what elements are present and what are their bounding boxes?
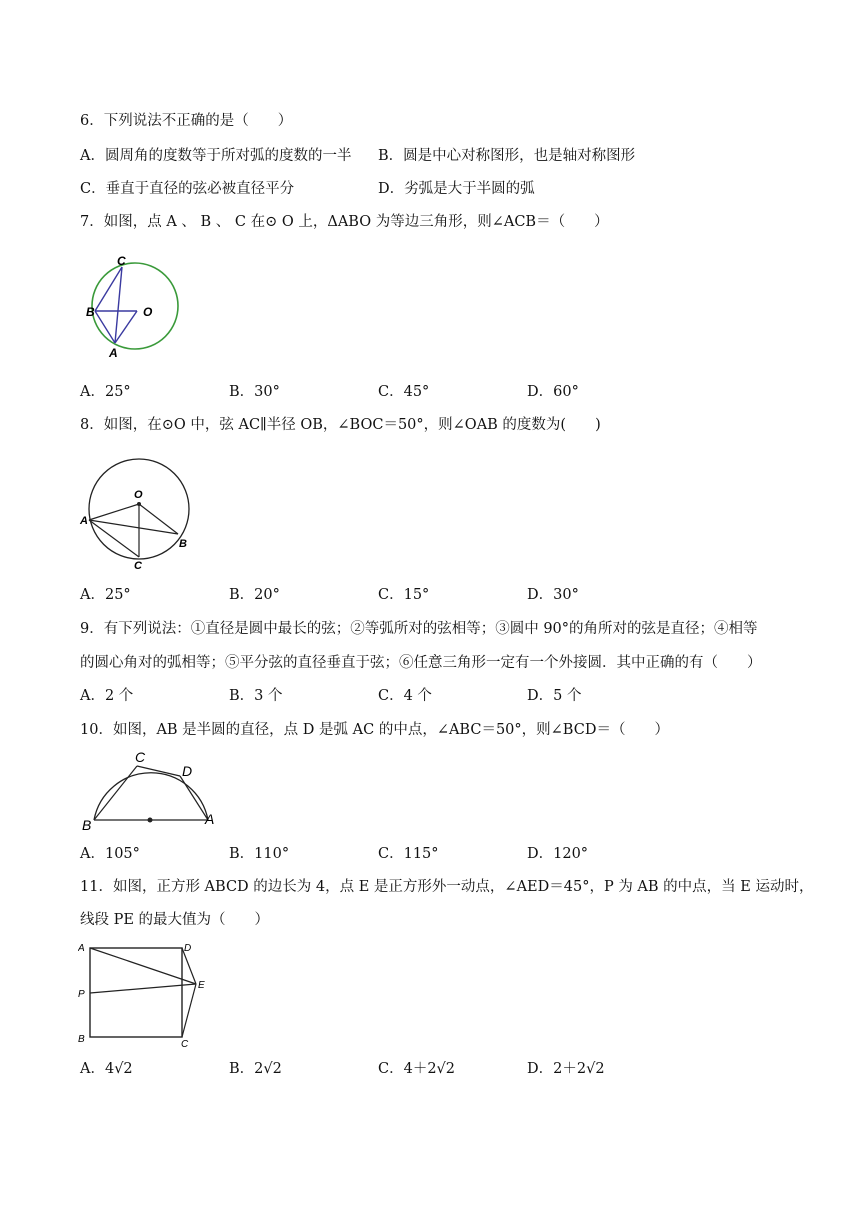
q8-center-dot — [137, 502, 141, 506]
q6-option-b[interactable]: B．圆是中心对称图形，也是轴对称图形 — [378, 148, 636, 164]
q11-option-d[interactable]: D．2＋2√2 — [527, 1061, 605, 1077]
q7-line-oa — [115, 311, 137, 343]
q6-option-a[interactable]: A．圆周角的度数等于所对弧的度数的一半 — [80, 148, 352, 164]
q6-option-c[interactable]: C．垂直于直径的弦必被直径平分 — [80, 181, 295, 197]
q10-label-a: A — [205, 811, 215, 827]
q9-option-a[interactable]: A．2 个 — [80, 688, 134, 704]
q11-square — [90, 948, 182, 1037]
q7-label-b: B — [86, 305, 95, 319]
q7-label-c: C — [117, 254, 126, 268]
q8-option-d[interactable]: D．30° — [527, 587, 579, 603]
q11-option-c[interactable]: C．4＋2√2 — [378, 1061, 456, 1077]
q7-line-ca — [115, 267, 122, 343]
q10-label-d: D — [182, 763, 193, 779]
q11-label-e: E — [198, 980, 205, 991]
q11-label-p: P — [78, 989, 85, 1000]
q10-center-dot — [148, 818, 153, 823]
q10-line-da — [180, 776, 208, 820]
q10-option-b[interactable]: B．110° — [229, 846, 290, 862]
q6-option-d[interactable]: D．劣弧是大于半圆的弧 — [378, 181, 535, 197]
q8-label-a: A — [80, 515, 88, 527]
q9-option-b[interactable]: B．3 个 — [229, 688, 283, 704]
q7-option-b[interactable]: B．30° — [229, 384, 280, 400]
q11-stem-line2: 线段 PE 的最大值为（ ） — [80, 912, 270, 928]
q11-line-pe — [90, 984, 196, 993]
q11-label-c: C — [181, 1039, 189, 1050]
q11-figure — [78, 938, 213, 1050]
q8-option-b[interactable]: B．20° — [229, 587, 280, 603]
q7-option-c[interactable]: C．45° — [378, 384, 430, 400]
q8-option-a[interactable]: A．25° — [80, 587, 131, 603]
q7-figure — [82, 250, 197, 362]
q11-option-b[interactable]: B．2√2 — [229, 1061, 282, 1077]
q8-label-o: O — [134, 489, 143, 501]
q8-label-c: C — [134, 560, 142, 572]
q7-circle — [92, 263, 178, 349]
q7-option-d[interactable]: D．60° — [527, 384, 579, 400]
q8-line-ao — [89, 504, 139, 520]
q10-option-d[interactable]: D．120° — [527, 846, 589, 862]
q10-figure — [80, 748, 220, 834]
q7-stem: 7．如图，点 A 、 B 、 C 在⊙ O 上，ΔABO 为等边三角形，则∠ACB＝（ ） — [80, 214, 609, 230]
q8-line-ac — [89, 520, 139, 557]
q11-option-a[interactable]: A．4√2 — [80, 1061, 133, 1077]
q7-label-a: A — [109, 346, 118, 360]
q11-label-a: A — [78, 943, 85, 954]
q11-line-ae — [90, 948, 196, 984]
q10-option-c[interactable]: C．115° — [378, 846, 439, 862]
q10-semicircle — [94, 773, 208, 820]
q10-label-b: B — [82, 817, 92, 833]
q9-option-c[interactable]: C．4 个 — [378, 688, 432, 704]
q10-label-c: C — [135, 749, 146, 765]
q11-label-b: B — [78, 1034, 85, 1045]
q8-line-ab — [89, 520, 178, 534]
q7-label-o: O — [143, 305, 153, 319]
q9-stem-line2: 的圆心角对的弧相等；⑤平分弦的直径垂直于弦；⑥任意三角形一定有一个外接圆．其中正确的有（ ） — [80, 655, 762, 671]
q7-option-a[interactable]: A．25° — [80, 384, 131, 400]
q9-option-d[interactable]: D．5 个 — [527, 688, 582, 704]
q11-line-ce — [182, 984, 196, 1037]
q11-stem-line1: 11．如图，正方形 ABCD 的边长为 4，点 E 是正方形外一动点，∠AED＝45°，P 为 AB 的中点，当 E 运动时， — [80, 879, 814, 895]
q6-stem: 6．下列说法不正确的是（ ） — [80, 113, 293, 129]
q9-stem-line1: 9．有下列说法：①直径是圆中最长的弦；②等弧所对的弦相等；③圆中 90°的角所对的弦是直径；④相等 — [80, 621, 758, 637]
q8-stem: 8．如图，在⊙O 中，弦 AC∥半径 OB，∠BOC＝50°，则∠OAB 的度数为( ) — [80, 417, 601, 433]
q8-label-b: B — [179, 538, 187, 550]
q11-label-d: D — [184, 943, 192, 954]
q8-option-c[interactable]: C．15° — [378, 587, 430, 603]
q10-line-cd — [137, 766, 180, 776]
q8-figure — [78, 452, 198, 572]
q10-option-a[interactable]: A．105° — [80, 846, 140, 862]
q10-line-bc — [94, 766, 137, 820]
q8-line-ob — [139, 504, 178, 534]
q10-stem: 10．如图，AB 是半圆的直径，点 D 是弧 AC 的中点，∠ABC＝50°，则∠BCD＝（ ） — [80, 722, 669, 738]
